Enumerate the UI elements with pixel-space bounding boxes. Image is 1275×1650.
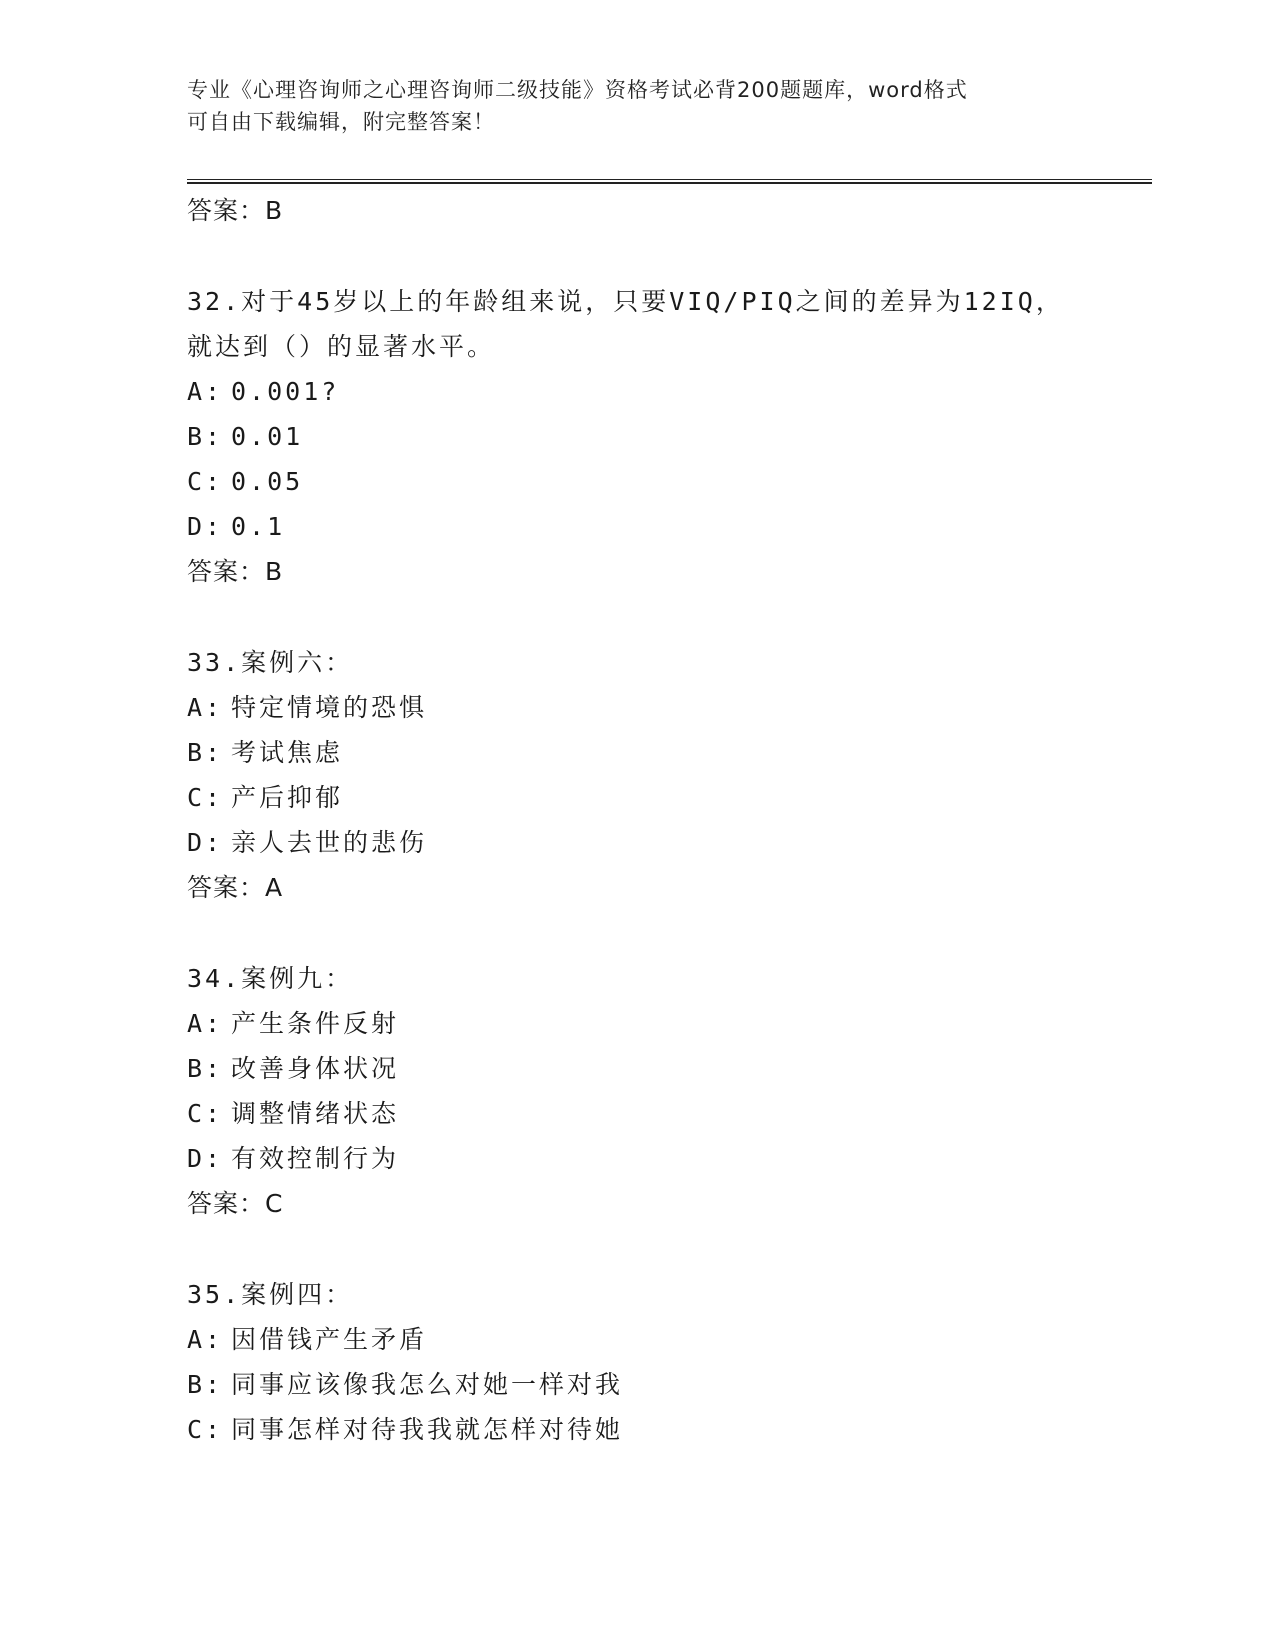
question-stem: 35.案例四： (187, 1280, 354, 1309)
answer-line: 答案：A (187, 873, 284, 902)
question-content (187, 188, 1147, 1452)
option-key: C: (187, 467, 224, 496)
option-key: A: (187, 1009, 224, 1038)
option-a (187, 1317, 1147, 1362)
answer-line: 答案：C (187, 1189, 284, 1218)
question-item (187, 956, 1147, 1227)
option-text: 考试焦虑 (231, 738, 344, 767)
option-text: 0.01 (231, 422, 304, 451)
question-stem: 34.案例九： (187, 964, 354, 993)
option-text: 产生条件反射 (231, 1009, 400, 1038)
option-text: 产后抑郁 (231, 783, 344, 812)
option-text: 0.001? (231, 377, 340, 406)
option-b (187, 1046, 1147, 1091)
option-text: 调整情绪状态 (231, 1099, 400, 1128)
option-b (187, 730, 1147, 775)
option-text: 有效控制行为 (231, 1144, 400, 1173)
option-key: A: (187, 693, 224, 722)
option-c (187, 1407, 1147, 1452)
option-key: D: (187, 512, 224, 541)
question-item (187, 279, 1147, 595)
option-text: 同事应该像我怎么对她一样对我 (231, 1370, 624, 1399)
option-b (187, 414, 1147, 459)
option-text: 特定情境的恐惧 (231, 693, 428, 722)
option-key: D: (187, 828, 224, 857)
option-a (187, 685, 1147, 730)
answer-line: 答案：B (187, 557, 284, 586)
option-a (187, 369, 1147, 414)
option-text: 0.05 (231, 467, 304, 496)
option-d (187, 504, 1147, 549)
option-text: 因借钱产生矛盾 (231, 1325, 428, 1354)
document-header (187, 74, 1087, 138)
question-item (187, 640, 1147, 911)
question-stem: 33.案例六： (187, 648, 354, 677)
option-key: B: (187, 738, 224, 767)
question-item (187, 1272, 1147, 1452)
option-key: C: (187, 783, 224, 812)
option-a (187, 1001, 1147, 1046)
option-text: 0.1 (231, 512, 286, 541)
option-c (187, 459, 1147, 504)
option-d (187, 1136, 1147, 1181)
header-line-2: 可自由下载编辑，附完整答案！ (187, 110, 495, 134)
option-text: 同事怎样对待我我就怎样对待她 (231, 1415, 624, 1444)
option-text: 亲人去世的悲伤 (231, 828, 428, 857)
question-stem: 就达到（）的显著水平。 (187, 332, 496, 361)
header-divider-thick (187, 182, 1152, 184)
option-c (187, 1091, 1147, 1136)
option-key: A: (187, 377, 224, 406)
option-key: C: (187, 1099, 224, 1128)
option-c (187, 775, 1147, 820)
option-key: A: (187, 1325, 224, 1354)
header-line-1: 专业《心理咨询师之心理咨询师二级技能》资格考试必背200题题库，word格式 (187, 78, 968, 102)
option-key: B: (187, 422, 224, 451)
option-key: B: (187, 1370, 224, 1399)
option-key: C: (187, 1415, 224, 1444)
option-b (187, 1362, 1147, 1407)
option-d (187, 820, 1147, 865)
option-key: B: (187, 1054, 224, 1083)
answer-line: 答案：B (187, 196, 284, 225)
option-key: D: (187, 1144, 224, 1173)
option-text: 改善身体状况 (231, 1054, 400, 1083)
question-stem: 32.对于45岁以上的年龄组来说，只要VIQ/PIQ之间的差异为12IQ， (187, 287, 1064, 316)
header-divider-thin (187, 179, 1152, 180)
